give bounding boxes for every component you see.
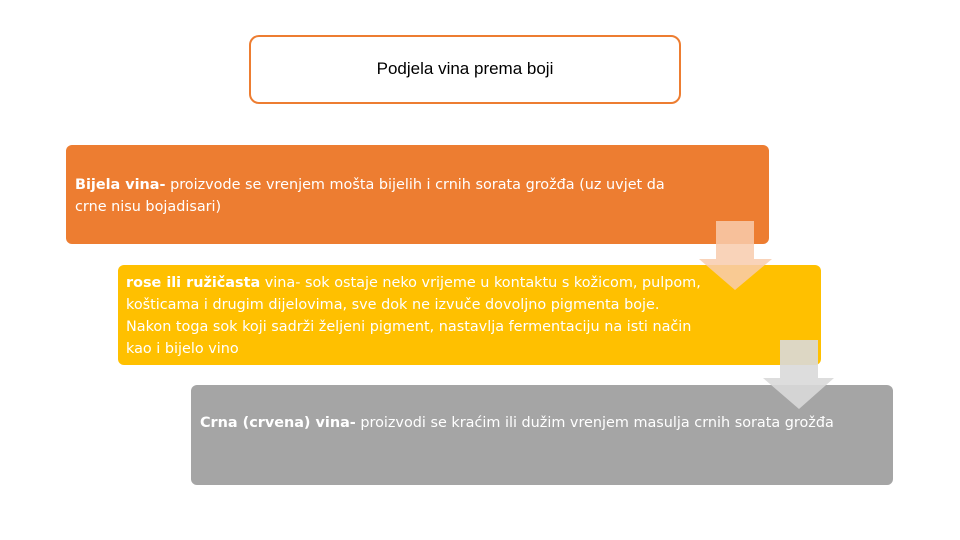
step-red-wine-lead: Crna (crvena) vina- [200,415,356,431]
down-arrow-shape [763,340,834,409]
step-white-wine-text: proizvode se vrenjem mošta bijelih i crnih sorata grožđa (uz uvjet da crne nisu bojadisari) [75,177,665,215]
down-arrow-shape [699,221,772,290]
step-rose-wine-text: vina- sok ostaje neko vrijeme u kontaktu s kožicom, pulpom, košticama i drugim dijelovima, sve dok ne izvuče dovoljno pigmenta boje. Nakon toga sok koji sadrži željeni pigment, nastavlja fermentaciju na isti način kao i bijelo vino [126,275,701,357]
step-white-wine [66,145,769,244]
step-red-wine-text: proizvodi se kraćim ili dužim vrenjem masulja crnih sorata grožđa [355,415,834,431]
title-box [249,35,681,104]
step-rose-wine-lead: rose ili ružičasta [126,275,261,291]
down-arrow-icon [763,340,835,410]
diagram-title: Podjela vina prema boji [376,58,554,78]
down-arrow-icon [699,221,773,291]
step-white-wine-lead: Bijela vina- [75,177,166,193]
